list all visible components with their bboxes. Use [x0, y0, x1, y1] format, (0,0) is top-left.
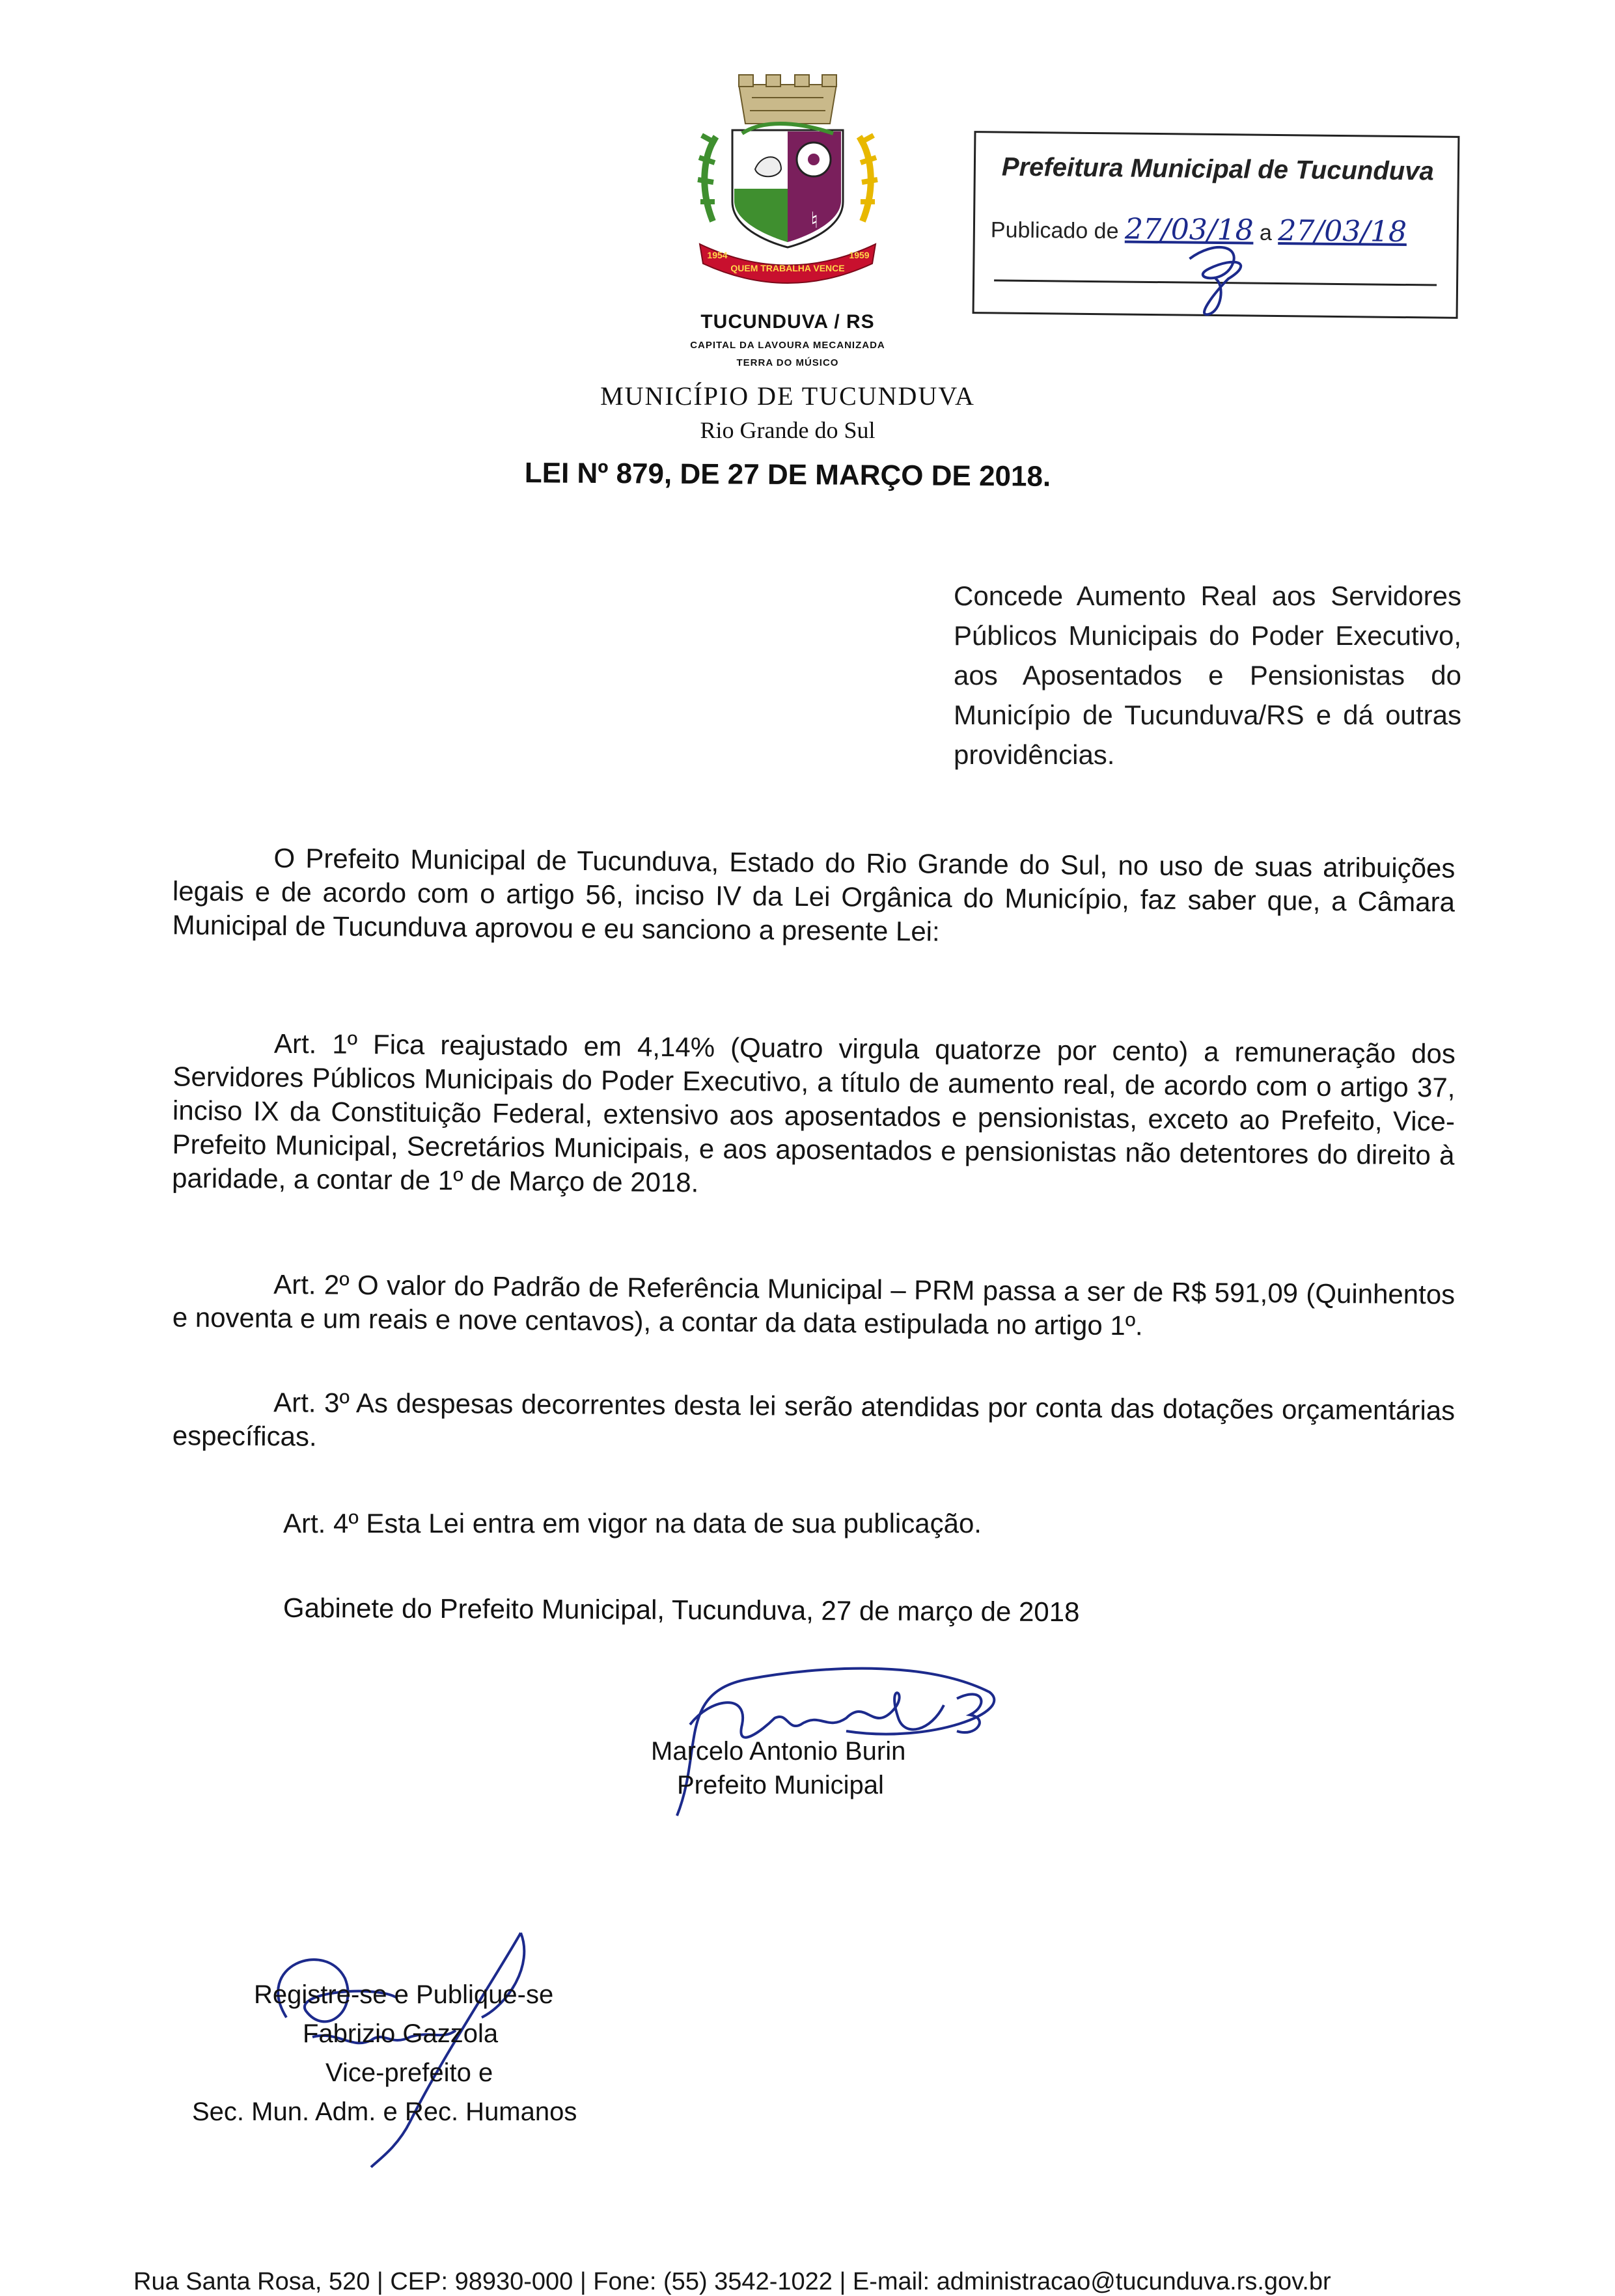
- preamble-text: O Prefeito Municipal de Tucunduva, Estado do Rio Grande do Sul, no uso de suas atribuições legais e de acordo com o artigo 56, inciso IV da Lei Orgânica do Município, faz saber que, a Câmara Municipal de Tucunduva aprovou e eu sanciono a presente Lei:: [172, 842, 1456, 947]
- article-4-text: Art. 4º Esta Lei entra em vigor na data de sua publicação.: [283, 1508, 982, 1538]
- stamp-initials-signature: [1169, 232, 1274, 325]
- music-note-icon: ♮: [810, 208, 819, 234]
- article-1: [172, 1026, 1456, 1206]
- law-title: LEI Nº 879, DE 27 DE MARÇO DE 2018.: [524, 457, 1051, 493]
- place-and-date: Gabinete do Prefeito Municipal, Tucunduva, 27 de março de 2018: [283, 1592, 1080, 1628]
- stamp-title: Prefeitura Municipal de Tucunduva: [1001, 152, 1434, 186]
- article-2: [173, 1266, 1456, 1345]
- crest-ribbon-text: QUEM TRABALHA VENCE: [730, 263, 845, 273]
- article-3-text: Art. 3º As despesas decorrentes desta lei serão atendidas por conta das dotações orçamentárias específicas.: [172, 1387, 1456, 1452]
- article-4: [173, 1507, 1455, 1540]
- crest-motto-1: CAPITAL DA LAVOURA MECANIZADA: [690, 340, 885, 351]
- stamp-published-label: Publicado de: [990, 217, 1119, 244]
- crest-title: TUCUNDUVA / RS: [700, 311, 875, 333]
- stamp-date-to: 27/03/18: [1278, 214, 1407, 249]
- article-2-text: Art. 2º O valor do Padrão de Referência Municipal – PRM passa a ser de R$ 591,09 (Quinhentos e noventa e um reais e nove centavos), a contar da data estipulada no artigo 1º.: [172, 1268, 1456, 1341]
- publication-stamp: [973, 131, 1460, 319]
- vice-mayor-role-1: Vice-prefeito e: [325, 2058, 493, 2087]
- law-summary: Concede Aumento Real aos Servidores Públicos Municipais do Poder Executivo, aos Aposentados e Pensionistas do Município de Tucunduva/RS e dá outras providências.: [954, 581, 1461, 770]
- article-3: [173, 1385, 1456, 1462]
- crest-motto-2: TERRA DO MÚSICO: [736, 357, 839, 368]
- registration-line: Registre-se e Publique-se: [254, 1980, 554, 2009]
- municipality-name: MUNICÍPIO DE TUCUNDUVA: [600, 381, 975, 411]
- mayor-name: Marcelo Antonio Burin: [651, 1737, 906, 1766]
- footer-contact: Rua Santa Rosa, 520 | CEP: 98930-000 | Fone: (55) 3542-1022 | E-mail: administracao@tucunduva.rs.gov.br: [133, 2268, 1331, 2295]
- vice-mayor-role-2: Sec. Mun. Adm. e Rec. Humanos: [192, 2098, 577, 2126]
- preamble-paragraph: [172, 840, 1455, 953]
- crest-year-right: 1959: [849, 250, 870, 260]
- stamp-between: a: [1259, 220, 1273, 245]
- coat-of-arms-logo: [677, 72, 898, 293]
- mayor-role: Prefeito Municipal: [677, 1771, 884, 1799]
- stamp-date-from: 27/03/18: [1124, 212, 1254, 247]
- article-1-text: Art. 1º Fica reajustado em 4,14% (Quatro virgula quatorze por cento) a remuneração dos Servidores Públicos Municipais do Poder Executivo, a título de aumento real, de acordo com o artigo 37, inciso IX da Constituição Federal, extensivo aos aposentados e pensionistas, exceto ao Prefeito, Vice-Prefeito Municipal, Secretários Municipais, e aos aposentados e pensionistas não detentores do direito à paridade, a contar de 1º de Março de 2018.: [171, 1028, 1456, 1198]
- registration-block: [189, 1975, 710, 2131]
- vice-mayor-name: Fabrizio Gazzola: [303, 2019, 499, 2048]
- mural-crown-icon: [739, 75, 836, 124]
- state-name: Rio Grande do Sul: [700, 417, 876, 443]
- mayor-signature-block: [651, 1734, 1042, 1802]
- crest-year-left: 1954: [707, 250, 728, 260]
